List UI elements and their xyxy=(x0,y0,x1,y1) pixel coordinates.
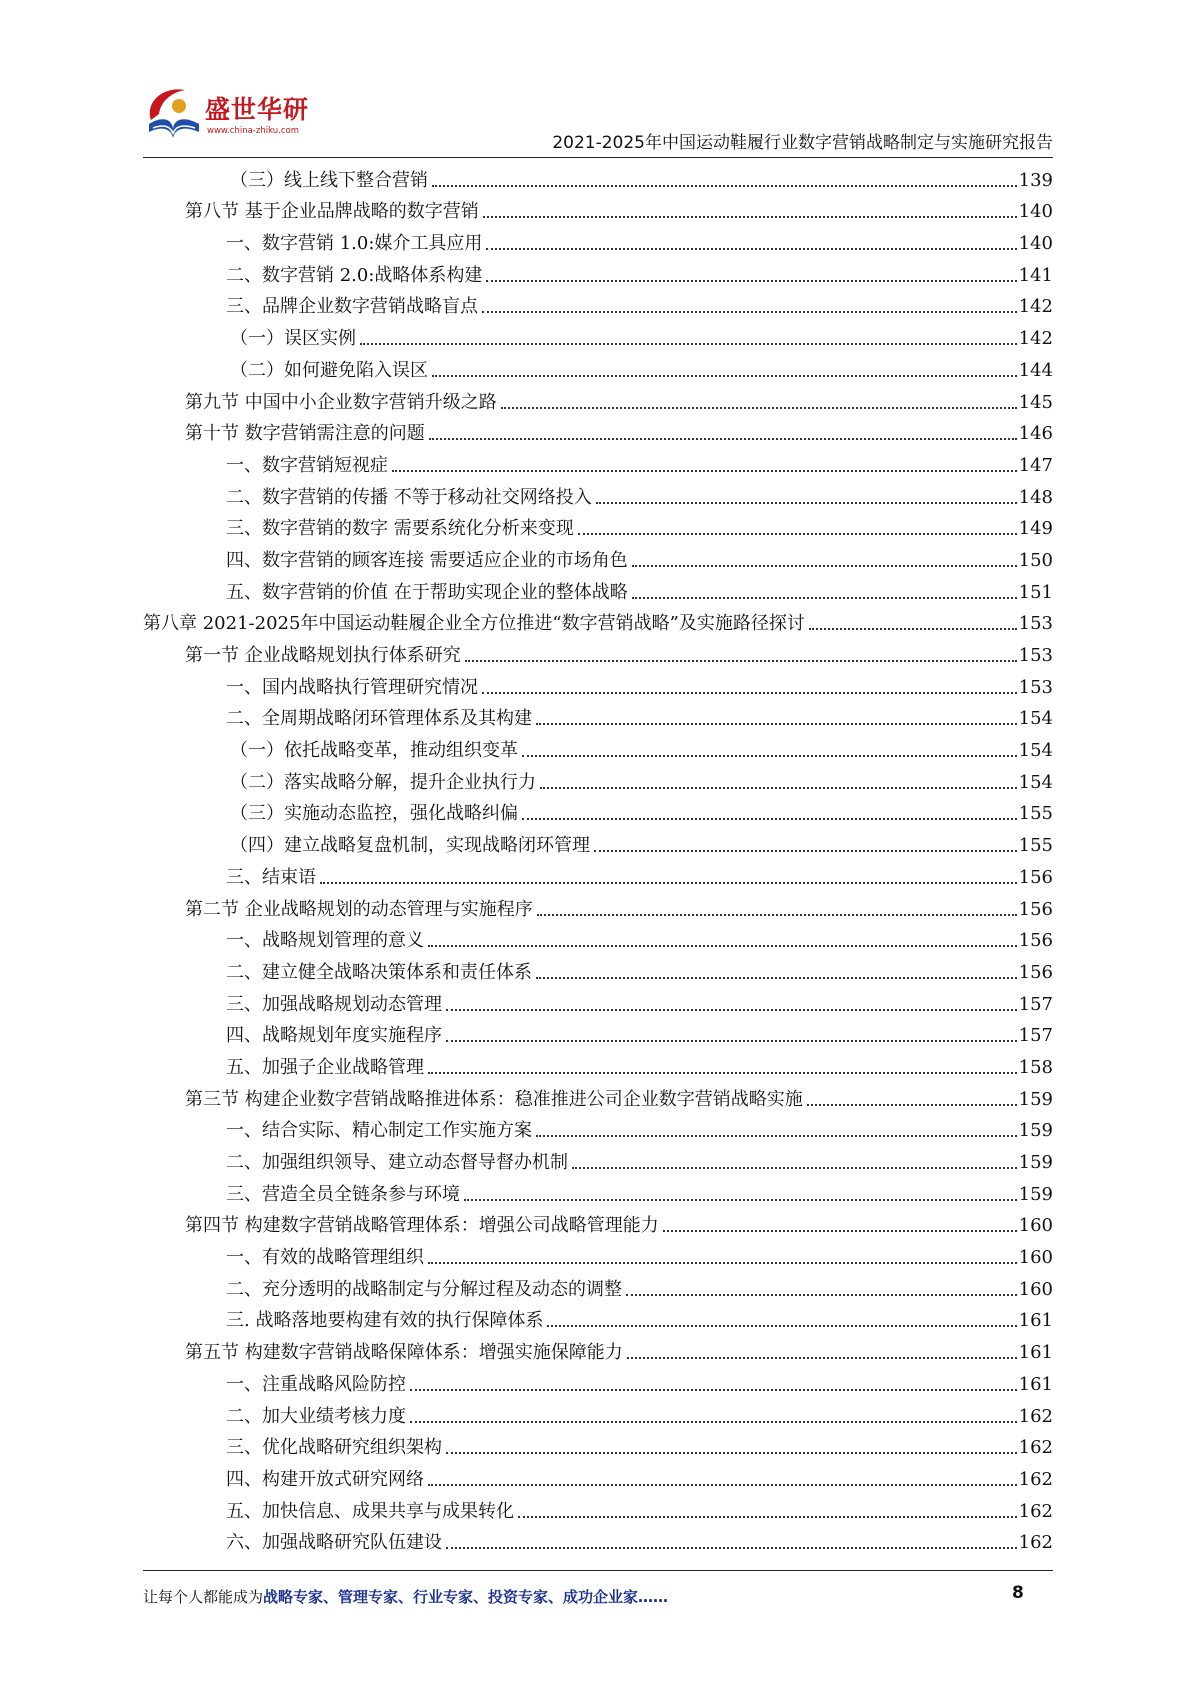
table-of-contents xyxy=(143,161,1053,1555)
toc-entry-page: 162 xyxy=(1018,1405,1053,1427)
toc-entry[interactable] xyxy=(143,795,1053,827)
toc-entry-title: 第八节 基于企业品牌战略的数字营销 xyxy=(185,201,479,223)
toc-entry-page: 153 xyxy=(1018,613,1053,635)
toc-entry-title: 第五节 构建数字营销战略保障体系：增强实施保障能力 xyxy=(185,1342,623,1364)
toc-entry[interactable] xyxy=(143,1048,1053,1080)
toc-entry[interactable] xyxy=(143,1112,1053,1144)
toc-entry[interactable] xyxy=(143,415,1053,447)
toc-entry[interactable] xyxy=(143,1017,1053,1049)
toc-dot-leader xyxy=(360,343,1017,345)
toc-entry-title: 第九节 中国中小企业数字营销升级之路 xyxy=(185,391,497,413)
toc-entry-title: 一、结合实际、精心制定工作实施方案 xyxy=(226,1120,532,1142)
toc-entry-title: （二）落实战略分解，提升企业执行力 xyxy=(230,771,536,793)
toc-entry-title: 五、加强子企业战略管理 xyxy=(226,1056,424,1078)
report-title: 2021-2025年中国运动鞋履行业数字营销战略制定与实施研究报告 xyxy=(552,133,1053,153)
toc-entry-page: 156 xyxy=(1018,961,1053,983)
toc-dot-leader xyxy=(446,1009,1017,1011)
toc-entry-page: 149 xyxy=(1018,518,1053,540)
toc-entry[interactable] xyxy=(143,1175,1053,1207)
header-divider xyxy=(143,157,1053,158)
toc-dot-leader xyxy=(483,216,1017,218)
toc-entry-page: 156 xyxy=(1018,866,1053,888)
toc-entry-page: 141 xyxy=(1018,264,1053,286)
toc-entry-title: 二、建立健全战略决策体系和责任体系 xyxy=(226,961,532,983)
toc-entry-page: 151 xyxy=(1018,581,1053,603)
toc-entry[interactable] xyxy=(143,1080,1053,1112)
toc-entry-page: 160 xyxy=(1018,1215,1053,1237)
toc-dot-leader xyxy=(522,818,1017,820)
toc-dot-leader xyxy=(572,1167,1017,1169)
toc-entry[interactable] xyxy=(143,1207,1053,1239)
toc-entry[interactable] xyxy=(143,1397,1053,1429)
toc-entry-title: 二、加大业绩考核力度 xyxy=(226,1405,406,1427)
toc-dot-leader xyxy=(446,1547,1017,1549)
toc-dot-leader xyxy=(446,1452,1017,1454)
toc-entry-title: 五、加快信息、成果共享与成果转化 xyxy=(226,1500,514,1522)
logo-name: 盛世华研 xyxy=(205,95,310,124)
toc-dot-leader xyxy=(464,1199,1017,1201)
toc-entry-title: （三）线上线下整合营销 xyxy=(230,169,428,191)
toc-dot-leader xyxy=(410,1421,1017,1423)
toc-entry[interactable] xyxy=(143,668,1053,700)
toc-entry-page: 154 xyxy=(1018,771,1053,793)
toc-entry-title: 一、战略规划管理的意义 xyxy=(226,930,424,952)
toc-dot-leader xyxy=(632,565,1017,567)
toc-entry-page: 154 xyxy=(1018,740,1053,762)
toc-entry-title: 第十节 数字营销需注意的问题 xyxy=(185,423,425,445)
toc-entry[interactable] xyxy=(143,1238,1053,1270)
toc-dot-leader xyxy=(578,533,1017,535)
toc-entry-title: 第二节 企业战略规划的动态管理与实施程序 xyxy=(185,898,533,920)
toc-entry-page: 148 xyxy=(1018,486,1053,508)
toc-dot-leader xyxy=(594,850,1017,852)
toc-entry-page: 153 xyxy=(1018,676,1053,698)
brand-logo xyxy=(143,82,323,144)
logo-url: www.china-zhiku.com xyxy=(207,126,299,136)
toc-entry-page: 159 xyxy=(1018,1152,1053,1173)
toc-entry-title: 二、数字营销的传播 不等于移动社交网络投入 xyxy=(226,486,592,508)
toc-entry-page: 157 xyxy=(1018,1025,1053,1047)
toc-entry-title: （四）建立战略复盘机制，实现战略闭环管理 xyxy=(230,835,590,857)
toc-entry-page: 155 xyxy=(1018,835,1053,857)
toc-entry-page: 162 xyxy=(1018,1468,1053,1490)
toc-entry-title: （一）误区实例 xyxy=(230,328,356,350)
toc-entry-title: 一、有效的战略管理组织 xyxy=(226,1247,424,1269)
toc-dot-leader xyxy=(501,407,1017,409)
toc-dot-leader xyxy=(428,945,1017,947)
toc-entry-title: 一、数字营销短视症 xyxy=(226,454,388,476)
toc-entry[interactable] xyxy=(143,1460,1053,1492)
toc-entry[interactable] xyxy=(143,826,1053,858)
toc-entry[interactable] xyxy=(143,193,1053,225)
toc-dot-leader xyxy=(537,914,1017,916)
toc-entry[interactable] xyxy=(143,890,1053,922)
toc-entry-title: 四、战略规划年度实施程序 xyxy=(226,1025,442,1047)
toc-entry-page: 157 xyxy=(1018,993,1053,1015)
toc-entry[interactable] xyxy=(143,256,1053,288)
toc-entry[interactable] xyxy=(143,573,1053,605)
toc-dot-leader xyxy=(432,375,1017,377)
toc-entry-page: 160 xyxy=(1018,1247,1053,1269)
toc-dot-leader xyxy=(428,1262,1017,1264)
toc-entry-title: 三、加强战略规划动态管理 xyxy=(226,993,442,1015)
toc-entry-title: 五、数字营销的价值 在于帮助实现企业的整体战略 xyxy=(226,581,628,603)
toc-entry-title: （一）依托战略变革，推动组织变革 xyxy=(230,740,518,762)
toc-entry-title: 三、品牌企业数字营销战略盲点 xyxy=(226,296,478,318)
toc-entry[interactable] xyxy=(143,731,1053,763)
toc-entry[interactable] xyxy=(143,1143,1053,1175)
toc-dot-leader xyxy=(518,1516,1017,1518)
toc-entry-title: （三）实施动态监控，强化战略纠偏 xyxy=(230,803,518,825)
toc-dot-leader xyxy=(663,1230,1017,1232)
toc-entry[interactable] xyxy=(143,224,1053,256)
toc-entry-page: 145 xyxy=(1018,391,1053,413)
toc-entry-page: 162 xyxy=(1018,1532,1053,1554)
toc-entry-page: 160 xyxy=(1018,1278,1053,1300)
toc-entry-title: 六、加强战略研究队伍建设 xyxy=(226,1532,442,1554)
toc-dot-leader xyxy=(536,1135,1017,1137)
toc-entry-page: 162 xyxy=(1018,1500,1053,1522)
toc-entry[interactable] xyxy=(143,351,1053,383)
toc-dot-leader xyxy=(632,597,1017,599)
toc-entry[interactable] xyxy=(143,700,1053,732)
toc-entry[interactable] xyxy=(143,383,1053,415)
toc-entry[interactable] xyxy=(143,319,1053,351)
toc-entry-page: 156 xyxy=(1018,930,1053,952)
toc-dot-leader xyxy=(428,1484,1017,1486)
footer-slogan-emphasis: 战略专家、管理专家、行业专家、投资专家、成功企业家…… xyxy=(263,1588,669,1606)
toc-entry-title: 一、国内战略执行管理研究情况 xyxy=(226,676,478,698)
toc-entry[interactable] xyxy=(143,763,1053,795)
toc-entry-page: 146 xyxy=(1018,423,1053,445)
toc-dot-leader xyxy=(410,1389,1017,1391)
toc-entry[interactable] xyxy=(143,288,1053,320)
toc-entry-page: 161 xyxy=(1018,1342,1053,1364)
toc-dot-leader xyxy=(596,502,1017,504)
toc-entry-page: 153 xyxy=(1018,645,1053,666)
toc-entry-title: 三. 战略落地要构建有效的执行保障体系 xyxy=(226,1310,544,1332)
toc-entry[interactable] xyxy=(143,1492,1053,1524)
toc-entry[interactable] xyxy=(143,858,1053,890)
toc-entry-page: 155 xyxy=(1018,803,1053,825)
toc-dot-leader xyxy=(486,248,1016,250)
toc-entry-page: 159 xyxy=(1018,1183,1053,1205)
toc-dot-leader xyxy=(465,660,1017,662)
toc-entry[interactable] xyxy=(143,1524,1053,1556)
toc-entry[interactable] xyxy=(143,1365,1053,1397)
toc-dot-leader xyxy=(547,1325,1016,1327)
toc-entry-page: 158 xyxy=(1018,1056,1053,1078)
toc-entry-page: 159 xyxy=(1018,1088,1053,1110)
toc-entry-page: 156 xyxy=(1018,898,1053,920)
toc-entry[interactable] xyxy=(143,1270,1053,1302)
toc-entry[interactable] xyxy=(143,161,1053,193)
toc-entry-title: 一、数字营销 1.0:媒介工具应用 xyxy=(226,233,483,255)
toc-entry[interactable] xyxy=(143,446,1053,478)
toc-dot-leader xyxy=(536,723,1017,725)
toc-entry[interactable] xyxy=(143,953,1053,985)
toc-entry-page: 139 xyxy=(1018,169,1053,191)
toc-entry-title: 四、数字营销的顾客连接 需要适应企业的市场角色 xyxy=(226,549,628,571)
toc-entry-page: 140 xyxy=(1018,233,1053,255)
toc-dot-leader xyxy=(540,787,1017,789)
toc-entry-page: 142 xyxy=(1018,328,1053,350)
footer-slogan xyxy=(143,1586,668,1607)
toc-entry-title: 三、优化战略研究组织架构 xyxy=(226,1437,442,1459)
toc-dot-leader xyxy=(536,977,1017,979)
toc-entry-page: 144 xyxy=(1018,359,1053,381)
toc-entry[interactable] xyxy=(143,478,1053,510)
toc-dot-leader xyxy=(807,1104,1017,1106)
toc-dot-leader xyxy=(482,692,1017,694)
toc-entry-title: 二、加强组织领导、建立动态督导督办机制 xyxy=(226,1152,568,1173)
toc-entry-page: 150 xyxy=(1018,549,1053,571)
toc-entry-title: 第三节 构建企业数字营销战略推进体系：稳准推进公司企业数字营销战略实施 xyxy=(185,1088,803,1110)
toc-entry-title: 四、构建开放式研究网络 xyxy=(226,1468,424,1490)
toc-entry-title: 第八章 2021-2025年中国运动鞋履企业全方位推进“数字营销战略”及实施路径探讨 xyxy=(143,613,805,635)
toc-entry[interactable] xyxy=(143,636,1053,668)
footer-divider xyxy=(143,1570,1053,1571)
toc-entry[interactable] xyxy=(143,922,1053,954)
toc-dot-leader xyxy=(482,311,1017,313)
toc-entry-page: 162 xyxy=(1018,1437,1053,1459)
toc-entry-page: 154 xyxy=(1018,708,1053,730)
page-number: 8 xyxy=(1012,1583,1024,1603)
footer-slogan-prefix: 让每个人都能成为 xyxy=(143,1588,264,1606)
toc-dot-leader xyxy=(446,1040,1017,1042)
toc-entry-page: 147 xyxy=(1018,454,1053,476)
toc-dot-leader xyxy=(392,470,1017,472)
toc-dot-leader xyxy=(626,1294,1017,1296)
toc-entry-title: 一、注重战略风险防控 xyxy=(226,1373,406,1395)
toc-entry-title: 三、数字营销的数字 需要系统化分析来变现 xyxy=(226,518,574,540)
toc-entry-page: 159 xyxy=(1018,1120,1053,1142)
toc-entry-title: 二、全周期战略闭环管理体系及其构建 xyxy=(226,708,532,730)
toc-entry-title: 第四节 构建数字营销战略管理体系：增强公司战略管理能力 xyxy=(185,1215,659,1237)
toc-entry-title: 第一节 企业战略规划执行体系研究 xyxy=(185,645,461,666)
toc-entry[interactable] xyxy=(143,1429,1053,1461)
toc-entry-page: 161 xyxy=(1018,1310,1053,1332)
toc-entry[interactable] xyxy=(143,541,1053,573)
toc-entry-title: 二、充分透明的战略制定与分解过程及动态的调整 xyxy=(226,1278,622,1300)
toc-entry[interactable] xyxy=(143,605,1053,637)
logo-emblem-icon xyxy=(143,82,203,144)
toc-dot-leader xyxy=(486,280,1016,282)
toc-dot-leader xyxy=(429,438,1017,440)
toc-dot-leader xyxy=(320,882,1017,884)
page-header xyxy=(143,80,1053,153)
toc-entry-page: 140 xyxy=(1018,201,1053,223)
toc-entry[interactable] xyxy=(143,510,1053,542)
toc-dot-leader xyxy=(432,185,1017,187)
toc-entry-title: 二、数字营销 2.0:战略体系构建 xyxy=(226,264,483,286)
toc-entry-page: 161 xyxy=(1018,1373,1053,1395)
toc-entry[interactable] xyxy=(143,1302,1053,1334)
toc-entry-title: （二）如何避免陷入误区 xyxy=(230,359,428,381)
toc-dot-leader xyxy=(627,1357,1017,1359)
toc-entry[interactable] xyxy=(143,1333,1053,1365)
toc-dot-leader xyxy=(428,1072,1017,1074)
toc-dot-leader xyxy=(522,755,1017,757)
toc-entry[interactable] xyxy=(143,985,1053,1017)
toc-entry-page: 142 xyxy=(1018,296,1053,318)
toc-dot-leader xyxy=(809,628,1017,630)
toc-entry-title: 三、结束语 xyxy=(226,866,316,888)
toc-entry-title: 三、营造全员全链条参与环境 xyxy=(226,1183,460,1205)
